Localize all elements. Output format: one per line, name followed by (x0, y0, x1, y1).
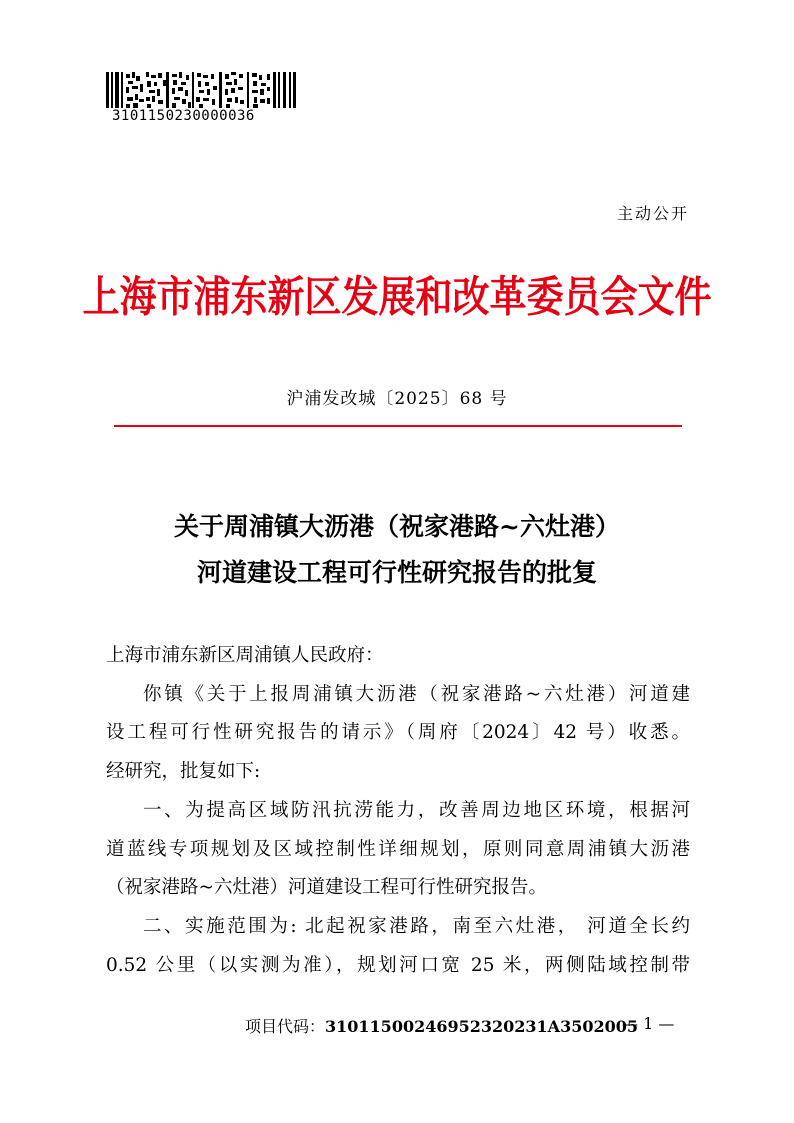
paragraph-1 (106, 676, 690, 792)
paragraph-line: （祝家港路~六灶港）河道建设工程可行性研究报告。 (106, 877, 548, 899)
paragraph-line: 你镇《关于上报周浦镇大沥港（祝家港路~六灶港）河道建 (143, 683, 690, 705)
paragraph-line: 0.52 公里（以实测为准），规划河口宽 25 米，两侧陆域控制带 (106, 954, 690, 976)
paragraph-3 (106, 908, 690, 985)
document-title-line-2: 河道建设工程可行性研究报告的批复 (196, 558, 597, 587)
paragraph-2 (106, 792, 690, 908)
paragraph-line: 道蓝线专项规划及区域控制性详细规划，原则同意周浦镇大沥港 (106, 838, 690, 860)
page-number: — 1 — (622, 1014, 675, 1033)
paragraph-line: 一、为提高区域防汛抗涝能力，改善周边地区环境，根据河 (143, 799, 690, 821)
paragraph-line: 二、实施范围为: 北起祝家港路，南至六灶港， 河道全长约 (143, 915, 690, 937)
document-body (106, 637, 690, 985)
document-number: 沪浦发改城〔2025〕68 号 (286, 389, 508, 409)
document-barcode (106, 72, 296, 108)
document-title-line-1: 关于周浦镇大沥港（祝家港路~六灶港） (174, 512, 620, 541)
paragraph-line: 设工程可行性研究报告的请示》（周府〔2024〕42 号）收悉。 (106, 722, 690, 744)
project-code (245, 1014, 638, 1037)
red-divider-line (114, 425, 682, 427)
barcode-number: 3101150230000036 (112, 108, 255, 124)
disclosure-label: 主动公开 (616, 204, 689, 223)
addressee: 上海市浦东新区周浦镇人民政府： (106, 645, 384, 666)
paragraph-line: 经研究，批复如下: (106, 761, 261, 783)
project-code-value: 31011500246952320231A3502005 (325, 1017, 639, 1036)
project-code-label: 项目代码： (245, 1017, 326, 1036)
issuing-organization-header: 上海市浦东新区发展和改革委员会文件 (82, 271, 712, 322)
